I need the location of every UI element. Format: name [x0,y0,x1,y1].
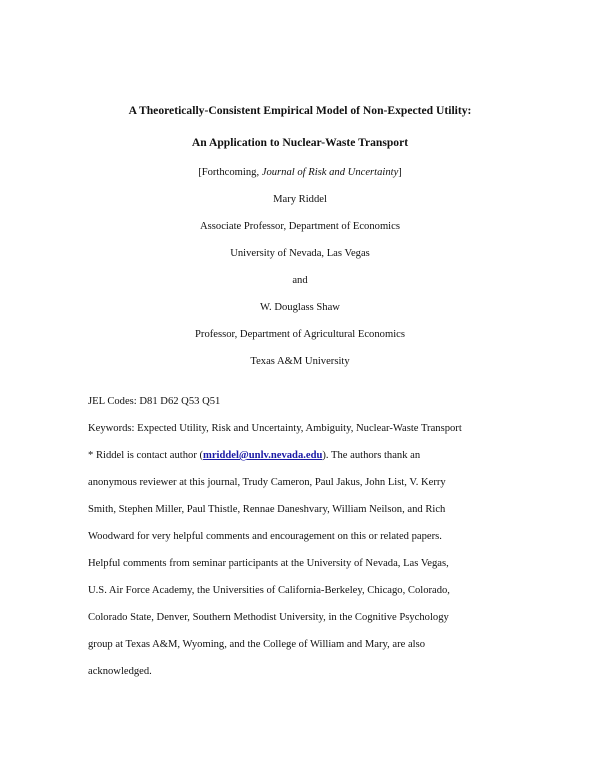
paper-title-line-1: A Theoretically-Consistent Empirical Model of Non-Expected Utility: [128,104,472,117]
author2-position: Professor, Department of Agricultural Economics [195,329,405,340]
ack-line-2: anonymous reviewer at this journal, Trudy Cameron, Paul Jakus, John List, V. Kerry [88,477,446,488]
keywords: Keywords: Expected Utility, Risk and Uncertainty, Ambiguity, Nuclear-Waste Transport [88,423,462,434]
forthcoming-prefix: [Forthcoming, [198,167,262,178]
author1-name: Mary Riddel [273,194,327,205]
author1-institution: University of Nevada, Las Vegas [230,248,370,259]
author2-name: W. Douglass Shaw [260,302,340,313]
ack-line-6: U.S. Air Force Academy, the Universities of California-Berkeley, Chicago, Colorado, [88,585,450,596]
ack-line-8: group at Texas A&M, Wyoming, and the College of William and Mary, are also [88,639,426,650]
author2-institution: Texas A&M University [250,356,350,367]
author1-position: Associate Professor, Department of Economics [200,221,400,232]
paper-title-line-2: An Application to Nuclear-Waste Transport [191,136,409,149]
ack-line-5: Helpful comments from seminar participants at the University of Nevada, Las Vegas, [88,558,449,569]
ack-prefix: * Riddel is contact author ( [88,450,204,461]
and-separator: and [292,275,308,286]
ack-line-4: Woodward for very helpful comments and encouragement on this or related papers. [88,531,442,542]
ack-line-3: Smith, Stephen Miller, Paul Thistle, Rennae Daneshvary, William Neilson, and Rich [88,504,446,515]
ack-line-1 [88,449,420,463]
forthcoming-suffix: ] [398,167,402,178]
jel-codes: JEL Codes: D81 D62 Q53 Q51 [88,396,221,407]
ack-line-9: acknowledged. [88,666,152,677]
journal-name: Journal of Risk and Uncertainty [261,167,399,178]
contact-email-link[interactable]: mriddel@unlv.nevada.edu [203,450,323,461]
forthcoming-note [0,166,600,180]
ack-suffix: ). The authors thank an [322,450,421,461]
ack-line-7: Colorado State, Denver, Southern Methodist University, in the Cognitive Psychology [88,612,449,623]
